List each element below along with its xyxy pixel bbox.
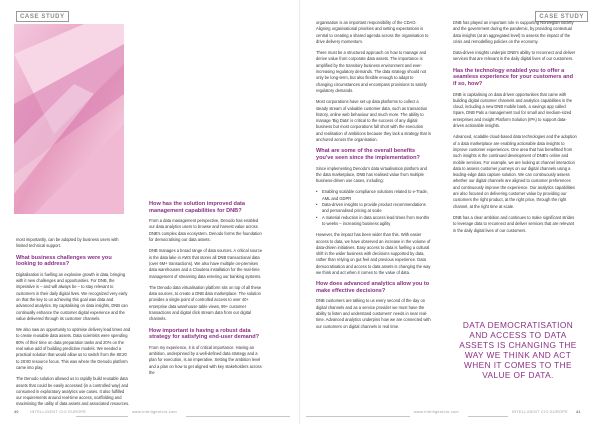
hero-image (14, 24, 124, 214)
abstract-photo (14, 24, 124, 214)
left-column-2 (149, 198, 264, 381)
right-column-1 (316, 20, 431, 335)
paragraph: most importantly, can be adopted by business users with limited technical support. (16, 237, 119, 249)
left-column-1 (16, 237, 131, 413)
page-number: 40 (14, 410, 19, 414)
pull-quote: DATA DEMOCRATISATION AND ACCESS TO DATA ASSETS IS CHANGING THE WAY WE THINK AND ACT WHEN IT COMES TO THE VALUE OF DATA. (459, 320, 577, 381)
footer-rule (306, 416, 410, 417)
footer-title: INTELLIGENT CIO EUROPE (512, 410, 568, 414)
paragraph: There must be a structured approach on how to manage and derive value from corporate data assets. The importance is amplified by the transitory business environment and ever-increasing regulatory demands. The data strategy should not only be long-term, but also flexible enough to adapt to changing circumstances and encompass provisions to satisfy regulatory demands. (316, 50, 427, 93)
footer-title: INTELLIGENT CIO EUROPE (30, 410, 87, 414)
footer-rule (186, 416, 290, 417)
paragraph: From a data management perspective, Denodo has enabled our data analytics users to browse and harvest value across DNB's complex data ecosystem. Denodo forms the foundation for democratising our data assets. (149, 218, 262, 243)
benefits-list (316, 189, 431, 227)
paragraph: DNB is capitalising on data driven opportunities that came with building digital customer channels and analytics capabilities in the cloud, including a new DNB mobile bank, a savings app called Spare, DNB Pals a management tool for small and medium-sized enterprises and Insight Platform Solution (IPA) to support data-driven actionable insights. (453, 91, 573, 129)
footer-left (14, 410, 294, 422)
footer-url[interactable]: www.intelligentcio.com (132, 410, 177, 414)
paragraph: Since implementing Denodo's data virtualisation platform and the data marketplace, DNB has realised value from multiple business-driven use cases, including: (316, 165, 427, 184)
question-heading: How does advanced analytics allow you to make effective decisions? (316, 281, 430, 294)
paragraph: Digitalisation is fuelling an explosive growth in data, bringing with it new challenges and opportunities. For DNB, the imperative is – and will always be – to stay relevant to customers in their daily digital lives. We recognized very early on that the key to us achieving this goal was data and advanced analytics. By capitalising on data insights, DNB can continually enhance the customer digital experience and the value delivered through its customer channels. (16, 271, 128, 321)
footer-rule (468, 416, 508, 417)
paragraph: DNB customers are talking to us every second of the day on digital channels and as a service provider we must have the ability to listen and understand customers' needs in near real-time. Advanced analytics underpins how we are connected with our customers on digital channels in real time. (316, 298, 431, 329)
list-item: • A material reduction in data access lead times from months to weeks – increasing business agility (316, 215, 431, 228)
question-heading: What are some of the overall benefits you've seen since the implementation? (316, 148, 420, 161)
right-column-2 (453, 20, 577, 239)
paragraph: The Denodo data virtualisation platform sits on top of all these data sources, to create a DNB data marketplace. The solution provides a single point of controlled access to over 40+ enterprise data warehouse table views, 99+ customer transactions and digital click stream data from our digital channels. (149, 284, 262, 322)
paragraph: Advanced, scalable cloud-based data technologies and the adoption of a data marketplace are enabling actionable data insights to improve customer experiences. One area that has benefitted from such insights is the continued development of DNB's online and mobile services. For example, we are looking at channel interaction data to assess customer journeys on our digital channels using a leading-edge data capture solution. We can continuously assess whether our digital channels are aligned to customer preferences and continuously improve the experience. Our analytics capabilities are also focused on delivering customer value by providing our customers the right product, at the right price, through the right channel, at the right time at scale. (453, 134, 577, 209)
question-heading: How has the solution improved data management capabilities for DNB? (149, 201, 246, 214)
paragraph: We also saw an opportunity to optimise delivery lead times and to create reusable data assets. Data scientists were spending 80% of their time on data preparation tasks and 20% on the real value add of building predictive models. We needed a practical solution that would allow us to switch from the 80:20 to 20:80 resource focus. This was where the Denodo platform came into play. (16, 327, 131, 370)
paragraph: DNB has played an important role in supporting Norwegian society and the government during the pandemic, by providing contextual data insights (at an aggregated level) to assess the impact of the crisis and remodelling policies on the economy. (453, 20, 574, 44)
footer-right (306, 410, 588, 422)
question-heading: What business challenges were you looking to address? (16, 254, 112, 268)
footer-rule (76, 416, 128, 417)
footer-url[interactable]: www.intelligentcio.com (414, 410, 459, 414)
question-heading: How important is having a robust data strategy for satisfying end-user demand? (149, 327, 260, 341)
question-heading: Has the technology enabled you to offer a seamless experience for your customers and if so, how? (453, 67, 574, 87)
paragraph: DNB manages a broad range of data sources. A critical source is the data lake in AWS that stores all DNB transactional data (over 6M+ transactions). We also have multiple on-premises data warehouses and a Cloudera installation for the real-time management of streaming data entering our banking systems. (149, 248, 263, 279)
case-study-tag-left: CASE STUDY (16, 11, 69, 22)
paragraph: From my experience, it is of critical importance. Having an ambition, underpinned by a well-defined data strategy and a plan for execution, is an imperative. Setting the ambition level and a plan on how to get aligned with key stakeholders across the (149, 344, 262, 376)
paragraph: DNB has a clear ambition and continues to make significant strides to leverage data to reconnect and deliver services that are relevant in the daily digital lives of our customers. (453, 214, 575, 233)
paragraph: The Denodo solution allowed us to rapidly build reusable data assets that could be easily accessed (in a controlled way) and consumed in exploratory analytics use cases. It also fulfilled our requirements around real-time access, scaffolding and maximising the utility of data assets and associated resources. (16, 376, 130, 407)
case-study-tag-right: CASE STUDY (535, 11, 588, 22)
list-item: • Enabling scalable compliance solutions related to e-Trade, AML and GDPR (316, 189, 431, 202)
page-number: 41 (576, 410, 581, 414)
paragraph: However, the impact has been wider than this. With easier access to data, we have observed an increase in the volume of data-driven initiatives. Easy access to data is fuelling a cultural shift in the wider business with decisions supported by data, rather than relying on gut feel and previous experience. Data democratisation and access to data assets is changing the way we think and act when it comes to the value of data. (316, 232, 431, 275)
list-item: • Data-driven insights to provide product recommendations and personalised pricing at scale (316, 202, 431, 215)
paragraph: Most corporations have set up data platforms to collect a steady stream of valuable customer data, such as transaction history, online web behaviour and much more. The ability to manage 'Big Data' is critical to the success of any digital business but most corporations fall short with the execution and realisation of ambitions because they lack a strategy that is anchored across the organisation. (316, 99, 431, 143)
paragraph: organisation is an important responsibility of the CDAO. Aligning organisational priorities and setting expectations is central to creating a shared agenda across the organisation to drive delivery momentum. (316, 20, 429, 44)
paragraph: Data-driven insights underpin DNB's ability to reconnect and deliver services that are relevant in the daily digital lives of our customers. (453, 50, 576, 62)
